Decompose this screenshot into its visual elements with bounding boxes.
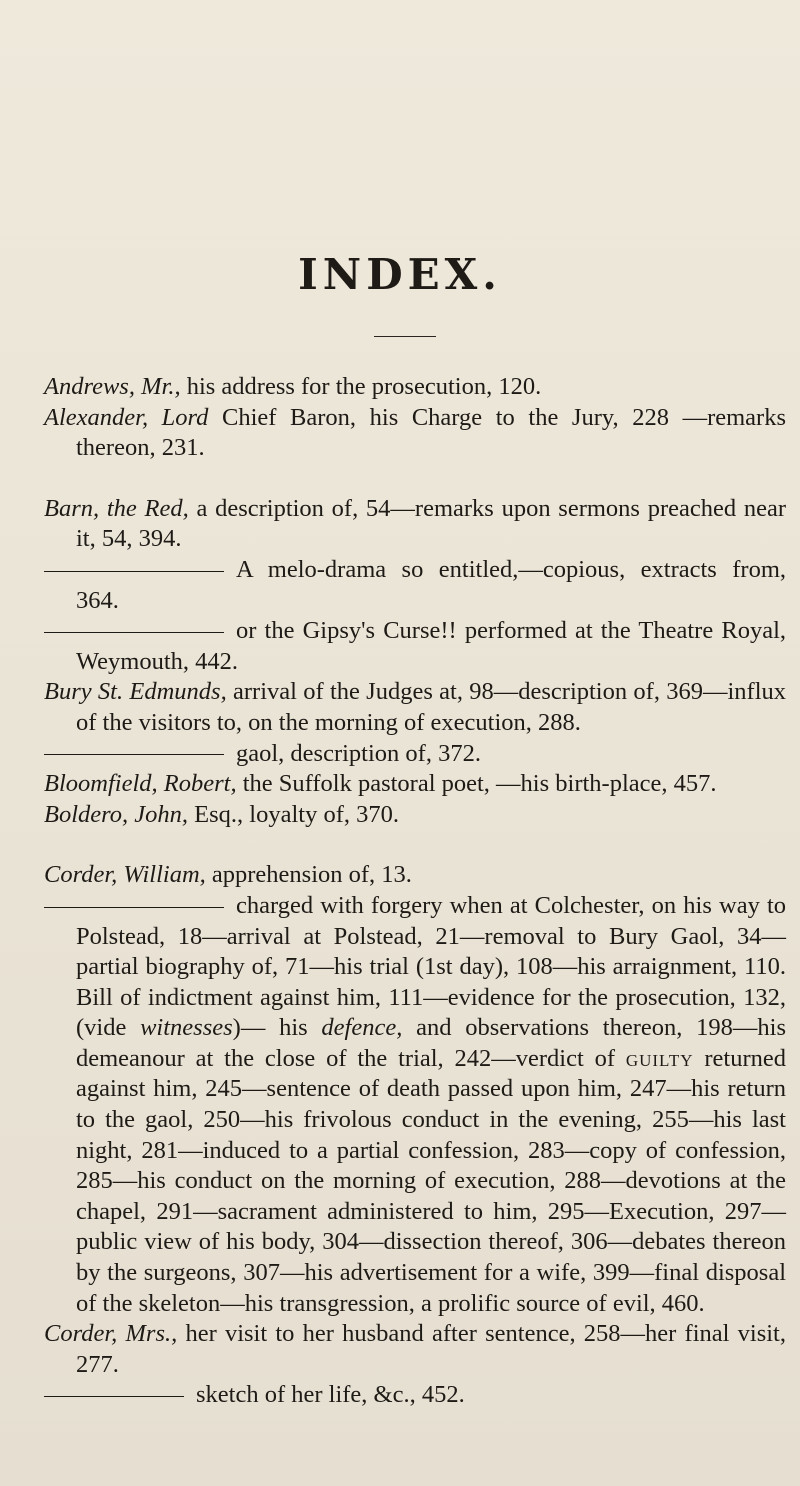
title-rule xyxy=(374,336,436,337)
entry-heading: Corder, William, xyxy=(44,861,206,889)
entry-heading: Alexander, Lord xyxy=(44,403,209,431)
index-entry-alexander xyxy=(44,403,786,464)
entry-text: Esq., loyalty of, 370. xyxy=(188,800,399,828)
entry-text-italic: witnesses xyxy=(140,1014,233,1042)
index-entry-boldero xyxy=(44,800,786,831)
ditto-dash xyxy=(44,571,224,572)
entry-text: apprehension of, 13. xyxy=(205,861,412,889)
index-subentry-gaol xyxy=(44,739,786,770)
page-title: INDEX. xyxy=(298,250,502,299)
index-subentry-corder-charged xyxy=(44,891,786,1319)
ditto-dash xyxy=(44,754,224,755)
entry-heading: Boldero, John, xyxy=(44,800,189,828)
entry-text: returned against him, 245—sentence of death passed upon him, 247—his return to the gaol, 250—his frivolous conduct in the evening, 255—his last night, 281—induced to a partial confession, 283—copy of confession, 285—his conduct on the morning of execution, 288—devotions at the chapel, 291—sacrament administered to him, 295—Execution, 297—public view of his body, 304—dissection thereof, 306—debates thereon by the surgeons, 307—his advertisement for a wife, 399—final disposal of the skeleton—his transgression, a prolific source of evil, 460. xyxy=(76,1044,786,1317)
section-gap xyxy=(44,830,786,860)
ditto-dash xyxy=(44,1396,184,1397)
entry-heading: Bury St. Edmunds, xyxy=(44,678,227,706)
entry-text: gaol, description of, 372. xyxy=(236,739,481,767)
index-subentry-melodrama xyxy=(44,555,786,616)
entry-text: the Suffolk pastoral poet, —his birth-place, 457. xyxy=(236,770,717,798)
entry-text: arrival of the Judges at, 98—description of, 369—influx of the visitors to, on the morning of execution, 288. xyxy=(76,678,787,736)
index-entry-barn xyxy=(44,494,786,555)
index-entry-bloomfield xyxy=(44,769,786,800)
index-entry-corder-mrs xyxy=(44,1319,786,1380)
entry-text: or the Gipsy's Curse!! performed at the Theatre Royal, Weymouth, 442. xyxy=(76,617,786,675)
entry-text: Chief Baron, his Charge to the Jury, 228 —remarks thereon, 231. xyxy=(76,403,786,462)
entry-text: A melo-drama so entitled,—copious, extracts from, 364. xyxy=(76,555,786,614)
entry-heading: Bloomfield, Robert, xyxy=(44,770,237,798)
section-gap xyxy=(44,464,786,494)
entry-heading: Andrews, Mr., xyxy=(44,373,181,400)
entry-text: and observations thereon, 198—his demeanour at the close of the trial, 242—verdict of xyxy=(76,1014,786,1072)
entry-text: his address for the prosecution, 120. xyxy=(180,373,542,400)
ditto-dash xyxy=(44,632,224,633)
entry-text: her visit to her husband after sentence, 258—her final visit, 277. xyxy=(76,1320,786,1378)
index-entry-corder-william xyxy=(44,860,786,891)
entry-text-italic: defence, xyxy=(321,1014,403,1042)
entry-text: sketch of her life, &c., 452. xyxy=(196,1381,465,1409)
entry-heading: Corder, Mrs., xyxy=(44,1320,178,1348)
entry-text: charged with forgery when at Colchester, on his way to Polstead, 18—arrival at Polstead, 21—removal to Bury Gaol, 34—partial biography of, 71—his trial (1st day), 108—his arraignment, 110. Bill of indictment against him, 111—evidence for the prosecution, 132, (vide xyxy=(76,891,786,1042)
index-entry-bury xyxy=(44,677,786,738)
entry-text: a description of, 54—remarks upon sermons preached near it, 54, 394. xyxy=(76,494,786,553)
entry-heading: Barn, the Red, xyxy=(44,494,189,522)
index-entry-andrews xyxy=(44,372,786,403)
index-entries xyxy=(44,372,786,1411)
index-subentry-gipsy xyxy=(44,616,786,677)
index-subentry-sketch xyxy=(44,1380,786,1411)
ditto-dash xyxy=(44,907,224,908)
entry-text-smallcaps: guilty xyxy=(625,1044,694,1072)
entry-text: )— his xyxy=(232,1014,322,1042)
